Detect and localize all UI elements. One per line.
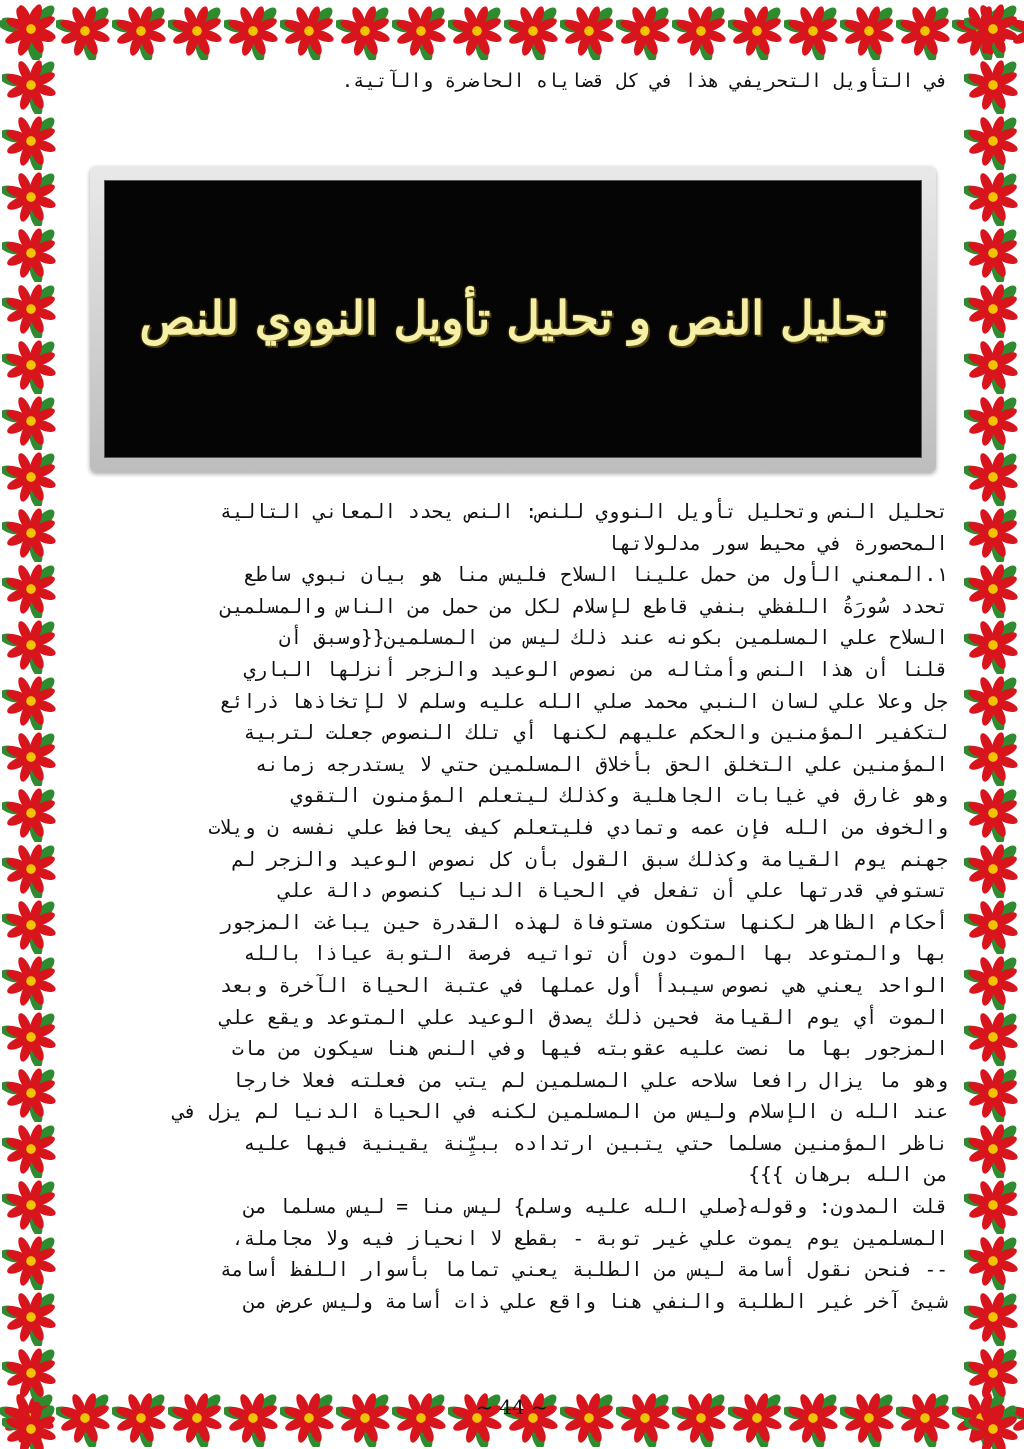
poinsettia-icon	[2, 728, 60, 786]
poinsettia-icon	[2, 504, 60, 562]
body-line: وهو غارق في غيابات الجاهلية وكذلك ليتعلم المؤمنون التقوي	[290, 784, 948, 808]
body-line: جل وعلا علي لسان النبي محمد صلي الله عليه وسلم لا لإتخاذها ذرائع	[220, 689, 948, 713]
poinsettia-icon	[964, 224, 1022, 282]
poinsettia-icon	[2, 896, 60, 954]
poinsettia-icon	[2, 1400, 60, 1449]
poinsettia-icon	[964, 728, 1022, 786]
poinsettia-icon	[112, 2, 170, 60]
banner-title: تحليل النص و تحليل تأويل النووي للنص	[139, 291, 887, 345]
body-line: ١.المعني الأول من حمل علينا السلاح فليس منا هو بيان نبوي ساطع	[243, 563, 948, 587]
poinsettia-icon	[2, 560, 60, 618]
poinsettia-icon	[2, 224, 60, 282]
poinsettia-icon	[2, 952, 60, 1010]
poinsettia-icon	[964, 448, 1022, 506]
body-line: جهنم يوم القيامة وكذلك سبق القول بأن كل نصوص الوعيد والزجر لم	[231, 847, 948, 871]
poinsettia-icon	[2, 392, 60, 450]
poinsettia-icon	[2, 448, 60, 506]
poinsettia-icon	[964, 336, 1022, 394]
page-content	[72, 62, 952, 1419]
poinsettia-icon	[964, 840, 1022, 898]
poinsettia-icon	[964, 1120, 1022, 1178]
poinsettia-icon	[964, 168, 1022, 226]
poinsettia-icon	[964, 280, 1022, 338]
body-line: لتكفير المؤمنين والحكم عليهم لكنها أي تلك النصوص جعلت لتربية	[243, 721, 948, 745]
body-line: قلنا أن هذا النص وأمثاله من نصوص الوعيد والزجر أنزلها الباري	[243, 657, 948, 681]
body-line: شيئ آخر غير الطلبة والنفي هنا واقع علي ذات أسامة وليس عرض من	[243, 1289, 948, 1313]
poinsettia-icon	[2, 112, 60, 170]
body-line: ناظر المؤمنين مسلما حتي يتبين ارتداده ببيِّنة يقينية فيها عليه	[243, 1131, 948, 1155]
poinsettia-icon	[2, 1176, 60, 1234]
body-line: أحكام الظاهر لكنها ستكون مستوفاة لهذه القدرة حين يباغت المزجور	[220, 910, 948, 934]
body-line: الواحد يعني هي نصوص سيبدأ أول عملها في عتبة الحياة الآخرة وبعد	[220, 973, 948, 997]
poinsettia-icon	[2, 336, 60, 394]
body-line: المحصورة في محيط سور مدلولاتها	[607, 531, 948, 555]
intro-line: في التأويل التحريفي هذا في كل قضاياه الحاضرة والآتية.	[341, 70, 948, 92]
poinsettia-icon	[504, 2, 562, 60]
poinsettia-icon	[728, 2, 786, 60]
body-line: قلت المدون: وقوله{صلي الله عليه وسلم} ليس منا = ليس مسلما من	[243, 1195, 948, 1219]
poinsettia-icon	[560, 2, 618, 60]
poinsettia-icon	[2, 616, 60, 674]
body-line: المؤمنين علي التخلق الحق بأخلاق المسلمين حتي لا يستدرجه زمانه	[255, 752, 948, 776]
body-line: عند الله ن الإسلام وليس من المسلمين لكنه في الحياة الدنيا لم يزل في	[173, 1100, 948, 1124]
poinsettia-icon	[56, 2, 114, 60]
body-line: والخوف من الله فإن عمه وتمادي فليتعلم كيف يحافظ علي نفسه ن ويلات	[208, 815, 948, 839]
poinsettia-icon	[964, 616, 1022, 674]
poinsettia-icon	[2, 1064, 60, 1122]
poinsettia-icon	[964, 56, 1022, 114]
poinsettia-icon	[392, 2, 450, 60]
body-line: الموت أي يوم القيامة فحين ذلك يصدق الوعيد علي المتوعد ويقع علي	[220, 1005, 948, 1029]
decorative-border-left	[0, 0, 62, 1449]
body-text	[72, 496, 948, 1317]
poinsettia-icon	[964, 504, 1022, 562]
poinsettia-icon	[224, 2, 282, 60]
poinsettia-icon	[964, 896, 1022, 954]
poinsettia-icon	[896, 2, 954, 60]
poinsettia-icon	[964, 1344, 1022, 1402]
poinsettia-icon	[964, 672, 1022, 730]
poinsettia-icon	[672, 2, 730, 60]
poinsettia-icon	[2, 168, 60, 226]
poinsettia-icon	[2, 1344, 60, 1402]
title-banner-panel	[104, 180, 922, 458]
poinsettia-icon	[964, 1232, 1022, 1290]
poinsettia-icon	[2, 1288, 60, 1346]
poinsettia-icon	[964, 1008, 1022, 1066]
poinsettia-icon	[2, 840, 60, 898]
poinsettia-icon	[2, 784, 60, 842]
poinsettia-icon	[964, 784, 1022, 842]
poinsettia-icon	[964, 0, 1022, 58]
poinsettia-icon	[336, 2, 394, 60]
poinsettia-icon	[964, 560, 1022, 618]
poinsettia-icon	[964, 1400, 1022, 1449]
poinsettia-icon	[964, 392, 1022, 450]
decorative-border-right	[962, 0, 1024, 1449]
poinsettia-icon	[964, 1176, 1022, 1234]
poinsettia-icon	[784, 2, 842, 60]
body-line: تستوفي قدرتها علي أن تفعل في الحياة الدنيا كنصوص دالة علي	[278, 879, 948, 903]
poinsettia-icon	[616, 2, 674, 60]
body-line: السلاح علي المسلمين بكونه عند ذلك ليس من المسلمين{{وسبق أن	[278, 626, 948, 650]
body-line: -- فنحن نقول أسامة ليس من الطلبة يعني تماما بأسوار اللفظ أسامة	[220, 1258, 948, 1282]
body-line: من الله برهان }}}	[748, 1163, 948, 1187]
poinsettia-icon	[2, 0, 60, 58]
body-line: تحدد سُورَةُ اللفظي بنفي قاطع لإسلام لكل من حمل من الناس والمسلمين	[220, 594, 948, 618]
poinsettia-icon	[2, 672, 60, 730]
poinsettia-icon	[840, 2, 898, 60]
body-line: وهو ما يزال رافعا سلاحه علي المسلمين لم يتب من فعلته فعلا خارجا	[231, 1068, 948, 1092]
poinsettia-icon	[2, 280, 60, 338]
poinsettia-icon	[2, 1232, 60, 1290]
page-number: ~ 44 ~	[476, 1395, 548, 1419]
poinsettia-icon	[964, 112, 1022, 170]
title-banner	[90, 166, 936, 472]
body-line: المزجور بها ما نصت عليه عقوبته فيها وفي النص هنا سيكون من مات	[231, 1037, 948, 1061]
poinsettia-icon	[2, 1120, 60, 1178]
poinsettia-icon	[964, 1064, 1022, 1122]
poinsettia-icon	[964, 1288, 1022, 1346]
poinsettia-icon	[280, 2, 338, 60]
poinsettia-icon	[2, 56, 60, 114]
poinsettia-icon	[2, 1008, 60, 1066]
poinsettia-icon	[168, 2, 226, 60]
decorative-border-top	[0, 0, 1024, 62]
body-line: بها والمتوعد بها الموت دون أن تواتيه فرصة التوبة عياذا بالله	[243, 942, 948, 966]
poinsettia-icon	[448, 2, 506, 60]
poinsettia-icon	[964, 952, 1022, 1010]
body-line: المسلمين يوم يموت علي غير توبة - بقطع لا انحياز فيه ولا مجاملة،	[231, 1226, 948, 1250]
body-line: تحليل النص وتحليل تأويل النووي للنص: النص يحدد المعاني التالية	[220, 500, 948, 523]
